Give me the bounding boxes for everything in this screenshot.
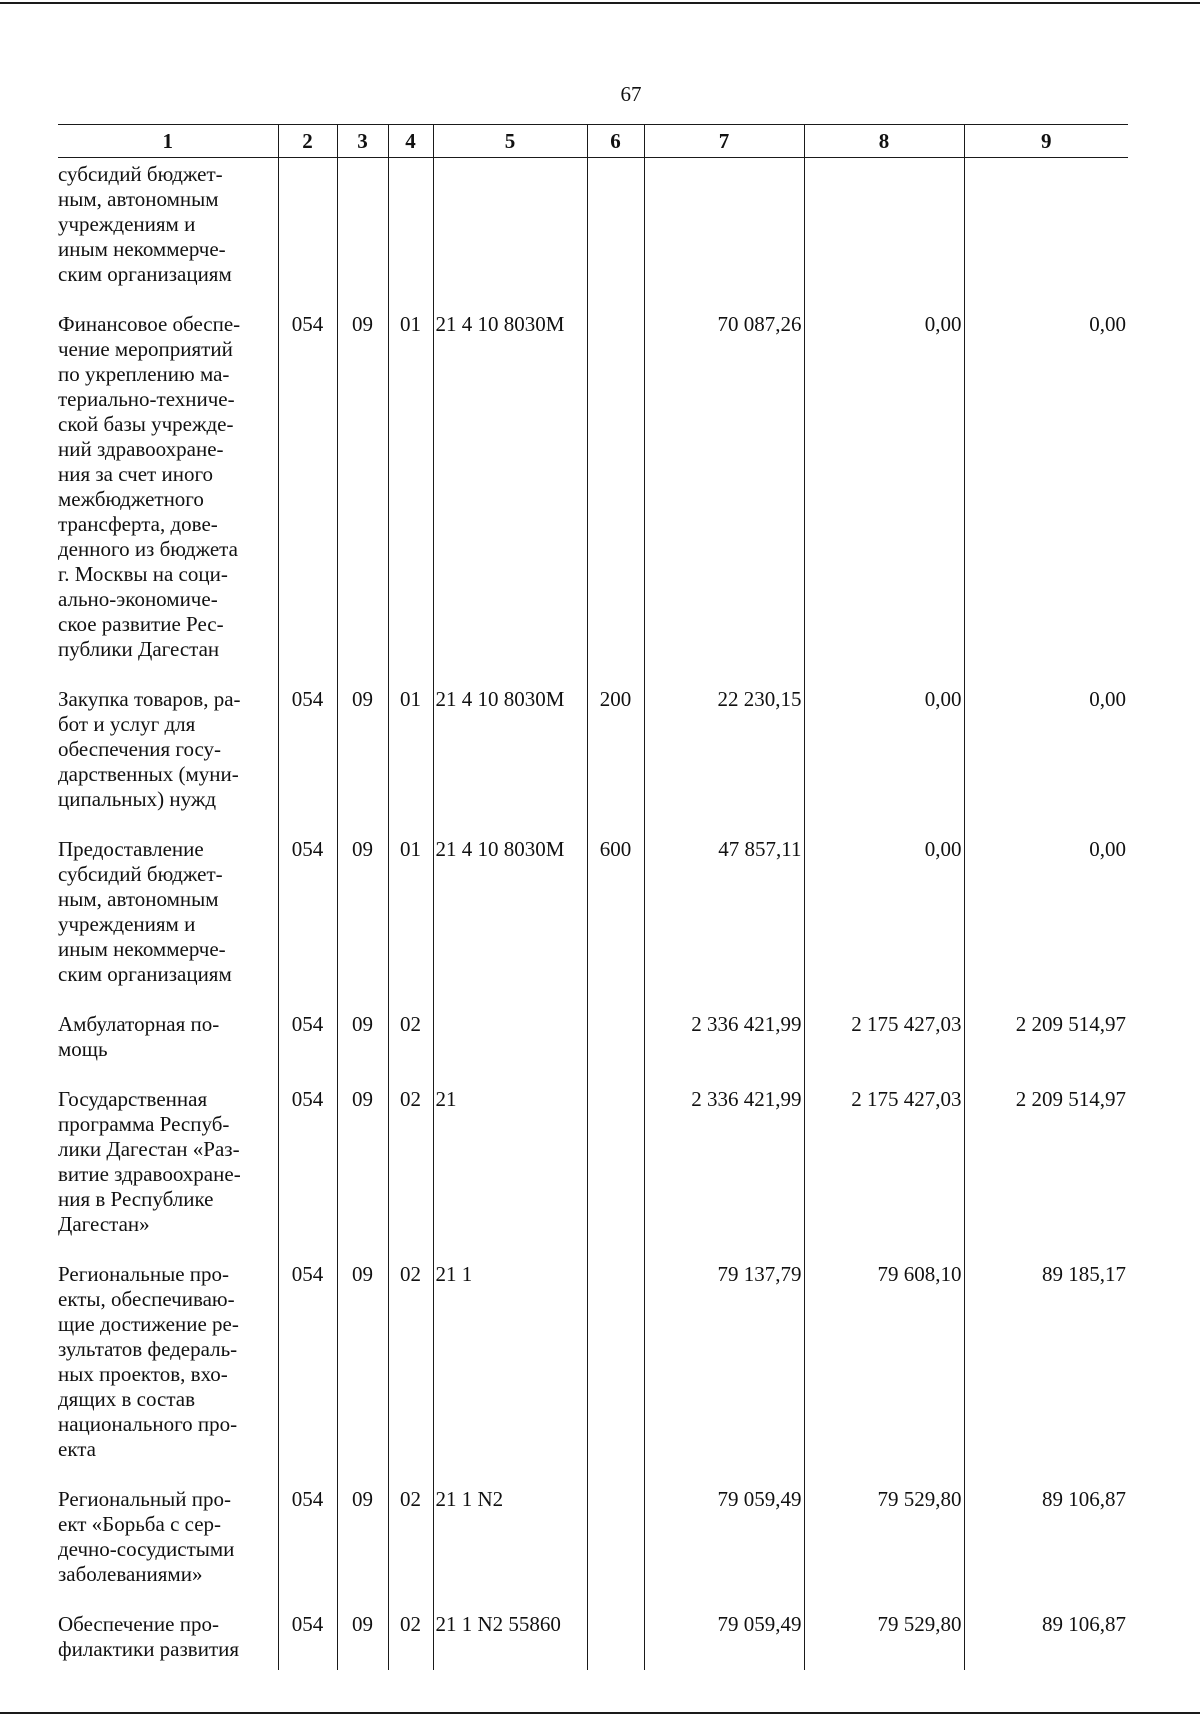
cell-col8: 79 529,80: [804, 1475, 964, 1600]
column-header-5: 5: [433, 125, 587, 158]
row-name: [58, 1250, 278, 1475]
bottom-page-rule: [0, 1712, 1200, 1714]
cell-col3: 09: [337, 1250, 388, 1475]
cell-col2: 054: [278, 1000, 337, 1075]
cell-col6: [587, 158, 644, 301]
cell-col5: 21 1 N2: [433, 1475, 587, 1600]
budget-table: [58, 124, 1128, 1670]
column-header-3: 3: [337, 125, 388, 158]
cell-col3: 09: [337, 1475, 388, 1600]
row-name-text: Закупка товаров, ра- бот и услуг для обеспечения госу- дарственных (муни- ципальных) нужд: [58, 687, 241, 811]
cell-col3: 09: [337, 825, 388, 1000]
cell-col4: 02: [388, 1600, 433, 1670]
table-row: [58, 1600, 1128, 1670]
table-row: [58, 158, 1128, 301]
cell-col8: [804, 158, 964, 301]
cell-col5: 21 4 10 8030М: [433, 675, 587, 825]
cell-col2: 054: [278, 1475, 337, 1600]
cell-col3: 09: [337, 1075, 388, 1250]
cell-col6: [587, 1250, 644, 1475]
cell-col7: 22 230,15: [644, 675, 804, 825]
table-header: [58, 125, 1128, 158]
cell-col4: 02: [388, 1250, 433, 1475]
cell-col3: 09: [337, 1600, 388, 1670]
column-header-8: 8: [804, 125, 964, 158]
cell-col9: 0,00: [964, 675, 1128, 825]
table-row: [58, 1250, 1128, 1475]
cell-col7: 2 336 421,99: [644, 1075, 804, 1250]
row-name: [58, 675, 278, 825]
row-name: [58, 1075, 278, 1250]
table-body: [58, 158, 1128, 1671]
cell-col7: 79 059,49: [644, 1600, 804, 1670]
cell-col3: 09: [337, 300, 388, 675]
column-header-6: 6: [587, 125, 644, 158]
top-page-rule: [0, 2, 1200, 4]
cell-col7: 79 059,49: [644, 1475, 804, 1600]
cell-col5: 21 4 10 8030М: [433, 825, 587, 1000]
cell-col9: 2 209 514,97: [964, 1075, 1128, 1250]
table-row: [58, 825, 1128, 1000]
cell-col8: 0,00: [804, 825, 964, 1000]
column-header-7: 7: [644, 125, 804, 158]
cell-col7: 79 137,79: [644, 1250, 804, 1475]
table-row: [58, 300, 1128, 675]
table-row: [58, 1000, 1128, 1075]
cell-col4: 02: [388, 1000, 433, 1075]
row-name-text: Амбулаторная по- мощь: [58, 1012, 220, 1061]
cell-col7: 70 087,26: [644, 300, 804, 675]
row-name: [58, 825, 278, 1000]
row-name-text: Региональные про- екты, обеспечиваю- щие достижение ре- зультатов федераль- ных проектов, вхо- дящих в состав национального про- екта: [58, 1262, 239, 1461]
cell-col5: 21 1: [433, 1250, 587, 1475]
cell-col8: 79 529,80: [804, 1600, 964, 1670]
cell-col2: 054: [278, 300, 337, 675]
cell-col5: 21 1 N2 55860: [433, 1600, 587, 1670]
row-name-text: Государственная программа Респуб- лики Дагестан «Раз- витие здравоохране- ния в Республике Дагестан»: [58, 1087, 241, 1236]
cell-col3: 09: [337, 675, 388, 825]
cell-col9: 0,00: [964, 300, 1128, 675]
cell-col2: [278, 158, 337, 301]
cell-col5: [433, 158, 587, 301]
cell-col5: [433, 1000, 587, 1075]
cell-col4: 01: [388, 825, 433, 1000]
cell-col9: 0,00: [964, 825, 1128, 1000]
cell-col4: 01: [388, 675, 433, 825]
cell-col8: 0,00: [804, 675, 964, 825]
cell-col2: 054: [278, 825, 337, 1000]
cell-col9: 89 106,87: [964, 1475, 1128, 1600]
row-name-text: Предоставление субсидий бюджет- ным, автономным учреждениям и иным некоммерче- ским организациям: [58, 837, 232, 986]
cell-col9: [964, 158, 1128, 301]
cell-col4: 02: [388, 1075, 433, 1250]
table-row: [58, 675, 1128, 825]
cell-col8: 0,00: [804, 300, 964, 675]
cell-col6: 200: [587, 675, 644, 825]
cell-col6: [587, 1075, 644, 1250]
row-name-text: Обеспечение про- филактики развития: [58, 1612, 240, 1661]
column-header-9: 9: [964, 125, 1128, 158]
row-name-text: Региональный про- ект «Борьба с сер- дечно-сосудистыми заболеваниями»: [58, 1487, 235, 1586]
cell-col6: [587, 1475, 644, 1600]
cell-col4: 02: [388, 1475, 433, 1600]
cell-col6: [587, 300, 644, 675]
cell-col2: 054: [278, 1250, 337, 1475]
row-name-text: субсидий бюджет- ным, автономным учреждениям и иным некоммерче- ским организациям: [58, 162, 232, 286]
cell-col9: 89 185,17: [964, 1250, 1128, 1475]
cell-col9: 89 106,87: [964, 1600, 1128, 1670]
cell-col7: 47 857,11: [644, 825, 804, 1000]
cell-col8: 2 175 427,03: [804, 1000, 964, 1075]
cell-col9: 2 209 514,97: [964, 1000, 1128, 1075]
cell-col8: 79 608,10: [804, 1250, 964, 1475]
row-name: [58, 1600, 278, 1670]
cell-col7: [644, 158, 804, 301]
cell-col6: 600: [587, 825, 644, 1000]
cell-col3: 09: [337, 1000, 388, 1075]
cell-col6: [587, 1000, 644, 1075]
page-number: 67: [620, 82, 642, 106]
table-row: [58, 1475, 1128, 1600]
cell-col2: 054: [278, 1600, 337, 1670]
row-name-text: Финансовое обеспе- чение мероприятий по укреплению ма- териально-техниче- ской базы учрежде- ний здравоохране- ния за счет иного межбюджетного трансферта, дове- денного из бюджета г. Москвы на соци- ально-экономиче- ское развитие Рес- публики Дагестан: [58, 312, 241, 661]
column-header-1: 1: [58, 125, 278, 158]
cell-col4: [388, 158, 433, 301]
cell-col4: 01: [388, 300, 433, 675]
cell-col8: 2 175 427,03: [804, 1075, 964, 1250]
row-name: [58, 1475, 278, 1600]
cell-col3: [337, 158, 388, 301]
column-header-4: 4: [388, 125, 433, 158]
cell-col2: 054: [278, 675, 337, 825]
row-name: [58, 1000, 278, 1075]
header-row: [58, 125, 1128, 158]
column-header-2: 2: [278, 125, 337, 158]
row-name: [58, 300, 278, 675]
cell-col6: [587, 1600, 644, 1670]
table-row: [58, 1075, 1128, 1250]
cell-col7: 2 336 421,99: [644, 1000, 804, 1075]
cell-col5: 21: [433, 1075, 587, 1250]
cell-col2: 054: [278, 1075, 337, 1250]
row-name: [58, 158, 278, 301]
cell-col5: 21 4 10 8030М: [433, 300, 587, 675]
